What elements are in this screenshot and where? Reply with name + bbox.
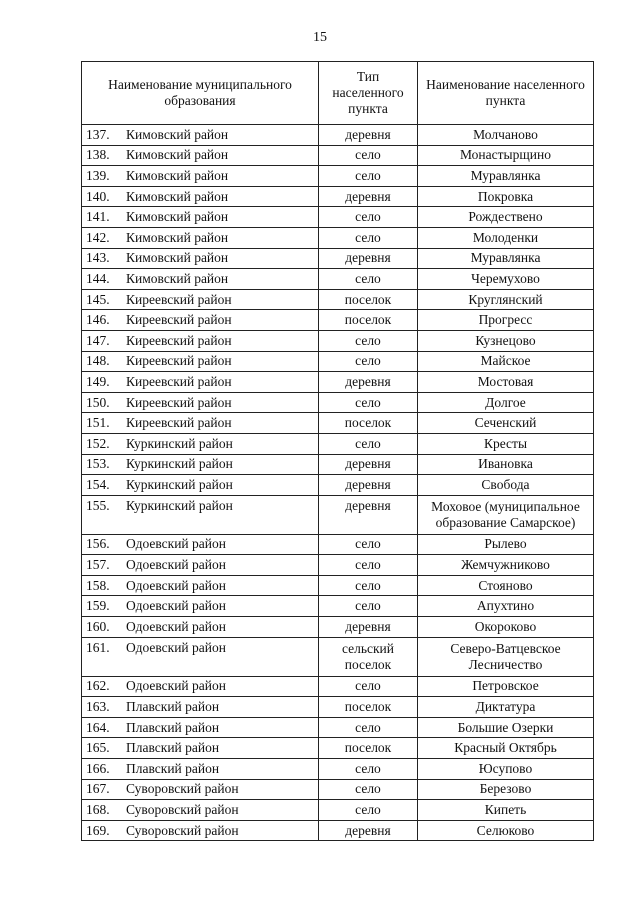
settlement-name-cell: Большие Озерки xyxy=(418,717,594,738)
table-row xyxy=(82,575,594,596)
row-number: 147. xyxy=(86,332,110,348)
table-row xyxy=(82,596,594,617)
settlement-type-cell: село xyxy=(319,575,418,596)
settlement-type-cell: деревня xyxy=(319,125,418,146)
table-body xyxy=(82,125,594,841)
municipality-name: Одоевский район xyxy=(126,536,226,552)
municipality-name: Одоевский район xyxy=(126,678,226,694)
row-number: 165. xyxy=(86,740,110,756)
municipality-name: Киреевский район xyxy=(126,312,232,328)
municipality-cell xyxy=(82,372,319,393)
settlement-name-cell: Сеченский xyxy=(418,413,594,434)
settlement-name-cell: Мостовая xyxy=(418,372,594,393)
settlement-type-cell: село xyxy=(319,779,418,800)
row-number: 155. xyxy=(86,497,110,513)
municipality-cell xyxy=(82,820,319,841)
settlement-name-cell: Красный Октябрь xyxy=(418,738,594,759)
header-settlement-type: Тип населенного пункта xyxy=(319,62,418,125)
header-settlement-name: Наименование населенного пункта xyxy=(418,62,594,125)
municipality-cell xyxy=(82,392,319,413)
municipality-name: Куркинский район xyxy=(126,456,233,472)
row-number: 140. xyxy=(86,188,110,204)
municipality-cell xyxy=(82,717,319,738)
municipality-name: Плавский район xyxy=(126,740,220,756)
municipality-cell xyxy=(82,676,319,697)
municipality-cell xyxy=(82,125,319,146)
municipality-cell xyxy=(82,248,319,269)
table-row xyxy=(82,310,594,331)
municipality-cell xyxy=(82,413,319,434)
row-number: 144. xyxy=(86,270,110,286)
municipality-cell xyxy=(82,330,319,351)
table-row xyxy=(82,289,594,310)
municipality-cell xyxy=(82,759,319,780)
table-row xyxy=(82,392,594,413)
municipality-name: Киреевский район xyxy=(126,394,232,410)
table-row xyxy=(82,248,594,269)
municipality-name: Куркинский район xyxy=(126,435,233,451)
table-row xyxy=(82,495,594,534)
municipality-cell xyxy=(82,186,319,207)
municipality-cell xyxy=(82,596,319,617)
row-number: 154. xyxy=(86,476,110,492)
municipality-name: Одоевский район xyxy=(126,557,226,573)
settlement-name-cell: Молоденки xyxy=(418,227,594,248)
table-row xyxy=(82,125,594,146)
table-row xyxy=(82,227,594,248)
row-number: 156. xyxy=(86,536,110,552)
settlement-type-cell: село xyxy=(319,269,418,290)
municipality-name: Куркинский район xyxy=(126,476,233,492)
municipality-cell xyxy=(82,575,319,596)
settlement-type-cell: поселок xyxy=(319,413,418,434)
table-row xyxy=(82,186,594,207)
municipality-name: Кимовский район xyxy=(126,167,229,183)
settlement-type-cell: село xyxy=(319,534,418,555)
table-row xyxy=(82,676,594,697)
municipality-name: Киреевский район xyxy=(126,332,232,348)
table-header-row xyxy=(82,62,594,125)
municipality-cell xyxy=(82,207,319,228)
settlement-type-cell: поселок xyxy=(319,697,418,718)
row-number: 158. xyxy=(86,577,110,593)
municipality-name: Кимовский район xyxy=(126,209,229,225)
municipality-cell xyxy=(82,227,319,248)
row-number: 145. xyxy=(86,291,110,307)
municipality-name: Кимовский район xyxy=(126,270,229,286)
settlement-name-cell: Диктатура xyxy=(418,697,594,718)
settlement-name-cell: Юсупово xyxy=(418,759,594,780)
row-number: 159. xyxy=(86,598,110,614)
municipality-name: Суворовский район xyxy=(126,802,239,818)
table-row xyxy=(82,820,594,841)
settlement-name-cell: Кресты xyxy=(418,433,594,454)
row-number: 151. xyxy=(86,415,110,431)
municipality-name: Кимовский район xyxy=(126,147,229,163)
municipality-cell xyxy=(82,310,319,331)
municipality-name: Кимовский район xyxy=(126,229,229,245)
table-row xyxy=(82,330,594,351)
municipality-name: Суворовский район xyxy=(126,781,239,797)
municipality-cell xyxy=(82,454,319,475)
settlement-type-cell: село xyxy=(319,555,418,576)
settlement-name-cell: Жемчужниково xyxy=(418,555,594,576)
table-row xyxy=(82,717,594,738)
municipality-name: Кимовский район xyxy=(126,250,229,266)
settlement-name-cell: Черемухово xyxy=(418,269,594,290)
table-row xyxy=(82,555,594,576)
row-number: 167. xyxy=(86,781,110,797)
table-row xyxy=(82,433,594,454)
table-row xyxy=(82,738,594,759)
settlement-type-cell: деревня xyxy=(319,475,418,496)
settlement-name-cell: Покровка xyxy=(418,186,594,207)
settlement-type-cell: село xyxy=(319,800,418,821)
settlement-name-cell: Муравлянка xyxy=(418,166,594,187)
municipality-name: Киреевский район xyxy=(126,353,232,369)
table-row xyxy=(82,617,594,638)
municipality-name: Куркинский район xyxy=(126,497,233,513)
row-number: 146. xyxy=(86,312,110,328)
row-number: 157. xyxy=(86,557,110,573)
row-number: 169. xyxy=(86,822,110,838)
settlement-type-cell: село xyxy=(319,351,418,372)
settlement-type-cell: село xyxy=(319,676,418,697)
settlement-name-cell: Березово xyxy=(418,779,594,800)
municipality-cell xyxy=(82,495,319,534)
municipality-cell xyxy=(82,475,319,496)
settlement-name-cell: Кузнецово xyxy=(418,330,594,351)
settlement-name-cell: Рылево xyxy=(418,534,594,555)
settlement-type-cell: село xyxy=(319,166,418,187)
settlement-name-cell: Прогресс xyxy=(418,310,594,331)
municipality-cell xyxy=(82,617,319,638)
municipality-name: Плавский район xyxy=(126,760,220,776)
row-number: 152. xyxy=(86,435,110,451)
municipality-name: Одоевский район xyxy=(126,618,226,634)
municipality-cell xyxy=(82,351,319,372)
row-number: 137. xyxy=(86,126,110,142)
row-number: 139. xyxy=(86,167,110,183)
row-number: 150. xyxy=(86,394,110,410)
settlement-type-cell: село xyxy=(319,392,418,413)
row-number: 143. xyxy=(86,250,110,266)
settlement-type-cell: деревня xyxy=(319,248,418,269)
row-number: 162. xyxy=(86,678,110,694)
settlement-type-cell: село xyxy=(319,330,418,351)
settlement-name-cell: Северо-Ватцевское Лесничество xyxy=(418,637,594,676)
row-number: 153. xyxy=(86,456,110,472)
settlement-type-cell: село xyxy=(319,717,418,738)
settlement-type-cell: село xyxy=(319,227,418,248)
settlement-name-cell: Кипеть xyxy=(418,800,594,821)
municipality-name: Одоевский район xyxy=(126,598,226,614)
row-number: 148. xyxy=(86,353,110,369)
municipality-name: Суворовский район xyxy=(126,822,239,838)
settlement-name-cell: Монастырщино xyxy=(418,145,594,166)
table-row xyxy=(82,534,594,555)
settlement-name-cell: Свобода xyxy=(418,475,594,496)
settlement-type-cell: село xyxy=(319,207,418,228)
row-number: 163. xyxy=(86,699,110,715)
settlement-name-cell: Стояново xyxy=(418,575,594,596)
municipality-cell xyxy=(82,534,319,555)
municipality-name: Одоевский район xyxy=(126,639,226,655)
row-number: 164. xyxy=(86,719,110,735)
table-row xyxy=(82,759,594,780)
settlement-type-cell: поселок xyxy=(319,738,418,759)
settlement-name-cell: Апухтино xyxy=(418,596,594,617)
municipality-cell xyxy=(82,269,319,290)
settlement-name-cell: Окороково xyxy=(418,617,594,638)
row-number: 138. xyxy=(86,147,110,163)
table-row xyxy=(82,207,594,228)
table-row xyxy=(82,454,594,475)
settlement-type-cell: село xyxy=(319,759,418,780)
settlement-type-cell: деревня xyxy=(319,495,418,534)
table-row xyxy=(82,779,594,800)
table-row xyxy=(82,413,594,434)
municipality-cell xyxy=(82,779,319,800)
settlement-type-cell: село xyxy=(319,596,418,617)
row-number: 168. xyxy=(86,802,110,818)
settlement-type-cell: поселок xyxy=(319,310,418,331)
table-row xyxy=(82,166,594,187)
table-row xyxy=(82,697,594,718)
municipality-name: Киреевский район xyxy=(126,291,232,307)
settlement-type-cell: деревня xyxy=(319,372,418,393)
municipality-name: Кимовский район xyxy=(126,126,229,142)
settlement-name-cell: Рождествено xyxy=(418,207,594,228)
settlement-name-cell: Петровское xyxy=(418,676,594,697)
settlement-name-cell: Ивановка xyxy=(418,454,594,475)
settlements-table xyxy=(81,61,594,841)
row-number: 142. xyxy=(86,229,110,245)
page-number: 15 xyxy=(313,30,327,45)
municipality-cell xyxy=(82,433,319,454)
municipality-name: Одоевский район xyxy=(126,577,226,593)
municipality-cell xyxy=(82,697,319,718)
municipality-cell xyxy=(82,738,319,759)
settlement-type-cell: село xyxy=(319,433,418,454)
table-row xyxy=(82,145,594,166)
settlement-type-cell: деревня xyxy=(319,820,418,841)
municipality-cell xyxy=(82,145,319,166)
table-row xyxy=(82,637,594,676)
municipality-name: Киреевский район xyxy=(126,415,232,431)
table-row xyxy=(82,269,594,290)
table-row xyxy=(82,351,594,372)
municipality-cell xyxy=(82,289,319,310)
settlement-type-cell: деревня xyxy=(319,454,418,475)
table-row xyxy=(82,800,594,821)
row-number: 141. xyxy=(86,209,110,225)
municipality-cell xyxy=(82,800,319,821)
row-number: 161. xyxy=(86,639,110,655)
municipality-cell xyxy=(82,637,319,676)
settlement-type-cell: сельский поселок xyxy=(319,637,418,676)
settlement-name-cell: Долгое xyxy=(418,392,594,413)
settlement-type-cell: поселок xyxy=(319,289,418,310)
row-number: 160. xyxy=(86,618,110,634)
settlement-type-cell: село xyxy=(319,145,418,166)
municipality-name: Кимовский район xyxy=(126,188,229,204)
municipality-name: Киреевский район xyxy=(126,373,232,389)
header-municipality: Наименование муниципального образования xyxy=(82,62,319,125)
settlement-name-cell: Селюково xyxy=(418,820,594,841)
row-number: 166. xyxy=(86,760,110,776)
settlement-name-cell: Моховое (муниципальное образование Самарское) xyxy=(418,495,594,534)
row-number: 149. xyxy=(86,373,110,389)
municipality-cell xyxy=(82,166,319,187)
settlement-name-cell: Майское xyxy=(418,351,594,372)
municipality-name: Плавский район xyxy=(126,719,220,735)
municipality-name: Плавский район xyxy=(126,699,220,715)
municipality-cell xyxy=(82,555,319,576)
settlement-name-cell: Молчаново xyxy=(418,125,594,146)
settlement-type-cell: деревня xyxy=(319,186,418,207)
settlement-type-cell: деревня xyxy=(319,617,418,638)
table-row xyxy=(82,372,594,393)
table-row xyxy=(82,475,594,496)
settlement-name-cell: Круглянский xyxy=(418,289,594,310)
settlement-name-cell: Муравлянка xyxy=(418,248,594,269)
